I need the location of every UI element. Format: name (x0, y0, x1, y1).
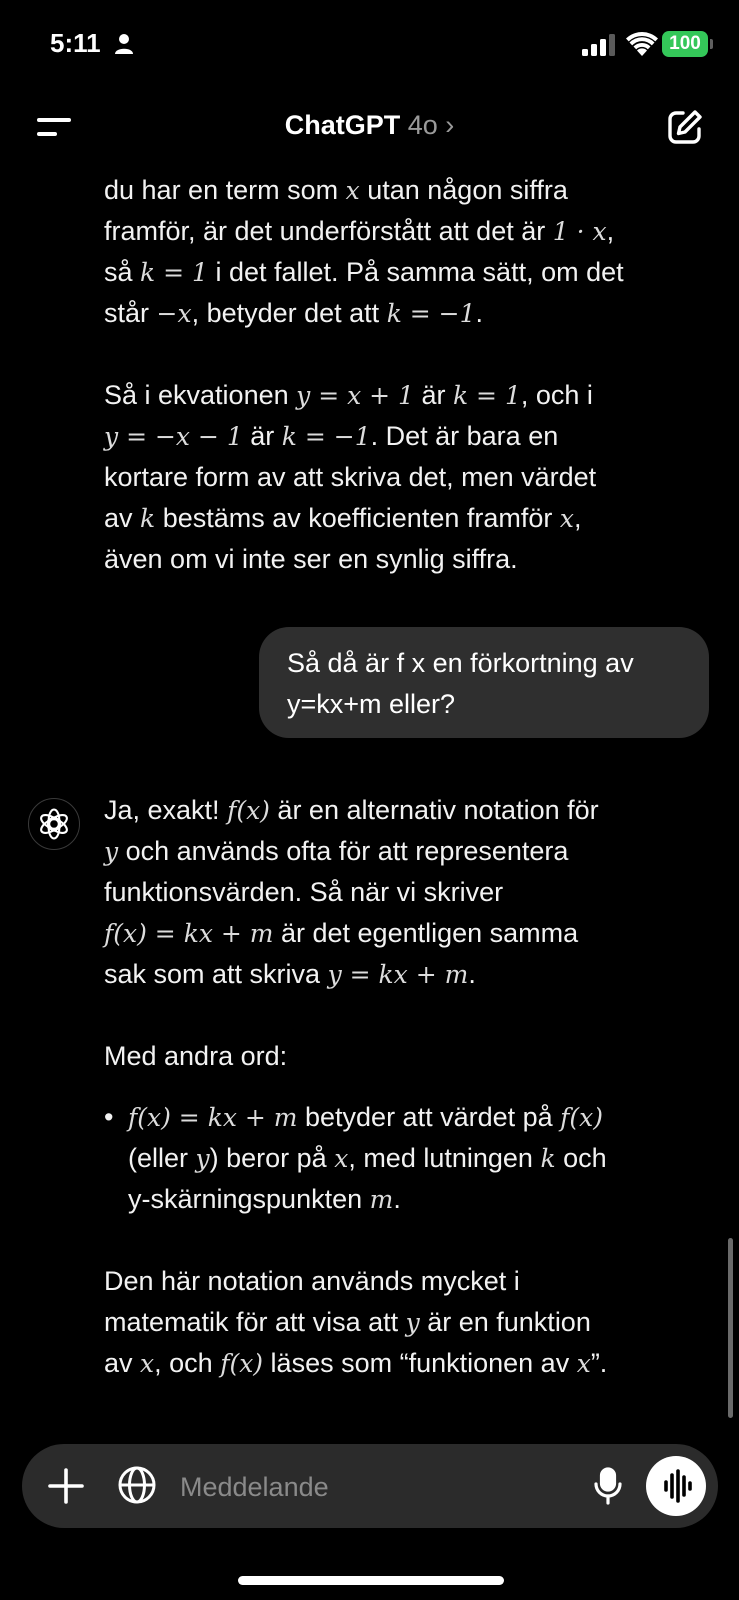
math: x (559, 504, 574, 533)
home-indicator (238, 1576, 504, 1585)
text: , (606, 216, 615, 246)
text: av (104, 503, 141, 533)
text: Så i ekvationen (104, 380, 297, 410)
text: , betyder det att (191, 298, 387, 328)
text: ”. (590, 1348, 608, 1378)
scrollbar[interactable] (728, 1238, 733, 1418)
composer-bar (22, 1444, 718, 1528)
text: är en alternativ notation för (269, 795, 599, 825)
math: −x (156, 299, 192, 328)
math: y = −x − 1 (104, 422, 243, 451)
status-time: 5:11 (50, 28, 101, 58)
text: (eller (128, 1143, 196, 1173)
text: även om vi inte ser en synlig siffra. (104, 544, 518, 574)
app-header (0, 90, 739, 164)
message-input[interactable] (178, 1464, 572, 1510)
math: x (576, 1349, 591, 1378)
plus-icon[interactable] (46, 1466, 86, 1506)
assistant-message (104, 170, 694, 580)
math: f(x) (227, 796, 270, 825)
chat-title[interactable] (0, 110, 739, 141)
text: , med lutningen (348, 1143, 541, 1173)
math: x (140, 1349, 155, 1378)
text: , och (154, 1348, 221, 1378)
math: k (540, 1144, 556, 1173)
math: m (369, 1185, 394, 1214)
text: utan någon siffra (359, 175, 568, 205)
math: k = 1 (452, 381, 521, 410)
text: så (104, 257, 141, 287)
battery-indicator: 100 (662, 31, 708, 57)
person-icon (114, 33, 134, 55)
paragraph (104, 1261, 694, 1384)
text: är en funktion (419, 1307, 591, 1337)
text: framför, är det underförstått att det är (104, 216, 553, 246)
math: y (104, 837, 119, 866)
text: betyder att värdet på (297, 1102, 561, 1132)
text: . (468, 959, 476, 989)
math: 1 · x (552, 217, 607, 246)
status-bar (0, 0, 739, 90)
model-name: 4o (407, 110, 438, 140)
user-message-text: y=kx+m eller? (287, 689, 456, 719)
wifi-icon (626, 31, 658, 57)
new-chat-icon[interactable] (666, 108, 704, 146)
paragraph (104, 170, 694, 334)
text: ) beror på (209, 1143, 335, 1173)
text: av (104, 1348, 141, 1378)
math: y = x + 1 (296, 381, 414, 410)
text: matematik för att visa att (104, 1307, 406, 1337)
chevron-right-icon: › (445, 110, 455, 140)
microphone-icon[interactable] (588, 1466, 628, 1506)
assistant-message (104, 790, 694, 1384)
math: k (140, 504, 156, 533)
text: är det egentligen samma (273, 918, 579, 948)
paragraph: Med andra ord: (104, 1041, 288, 1071)
text: sak som att skriva (104, 959, 328, 989)
math: f(x) (220, 1349, 264, 1378)
math: k = 1 (140, 258, 208, 287)
voice-mode-icon (646, 1456, 706, 1516)
chatgpt-logo-icon (28, 798, 80, 850)
math: k = −1 (281, 422, 371, 451)
text: står (104, 298, 157, 328)
math: y (195, 1144, 210, 1173)
paragraph (104, 790, 694, 995)
globe-icon[interactable] (116, 1464, 158, 1506)
text: läses som “funktionen av (263, 1348, 577, 1378)
app-title: ChatGPT (284, 110, 401, 140)
text: bestäms av koefficienten framför (155, 503, 560, 533)
text: , (573, 503, 582, 533)
text: . (475, 298, 484, 328)
math: f(x) (560, 1103, 604, 1132)
text: Den här notation används mycket i (104, 1266, 520, 1296)
user-message-bubble[interactable] (259, 627, 709, 738)
math: y = kx + m (327, 960, 469, 989)
list-item (104, 1097, 694, 1220)
cellular-signal-icon (582, 34, 616, 56)
text: kortare form av att skriva det, men värdet (104, 462, 597, 492)
text: du har en term som (104, 175, 346, 205)
text: , och i (520, 380, 593, 410)
paragraph (104, 375, 694, 580)
math: x (345, 176, 360, 205)
user-message-text: Så då är f x en förkortning av (287, 648, 634, 678)
text: i det fallet. På samma sätt, om det (207, 257, 624, 287)
math: f(x) = kx + m (104, 919, 274, 948)
text: funktionsvärden. Så när vi skriver (104, 877, 504, 907)
math: k = −1 (386, 299, 476, 328)
voice-mode-button[interactable] (646, 1456, 706, 1516)
text: och används ofta för att representera (118, 836, 569, 866)
math: x (334, 1144, 349, 1173)
text: . Det är bara en (370, 421, 559, 451)
chat-scroll-area[interactable] (0, 164, 739, 1420)
text: Ja, exakt! (104, 795, 228, 825)
math: y (405, 1308, 420, 1337)
text: är (242, 421, 282, 451)
text: och (555, 1143, 607, 1173)
math: f(x) = kx + m (128, 1103, 298, 1132)
text: y-skärningspunkten (128, 1184, 370, 1214)
text: är (413, 380, 453, 410)
text: . (393, 1184, 401, 1214)
